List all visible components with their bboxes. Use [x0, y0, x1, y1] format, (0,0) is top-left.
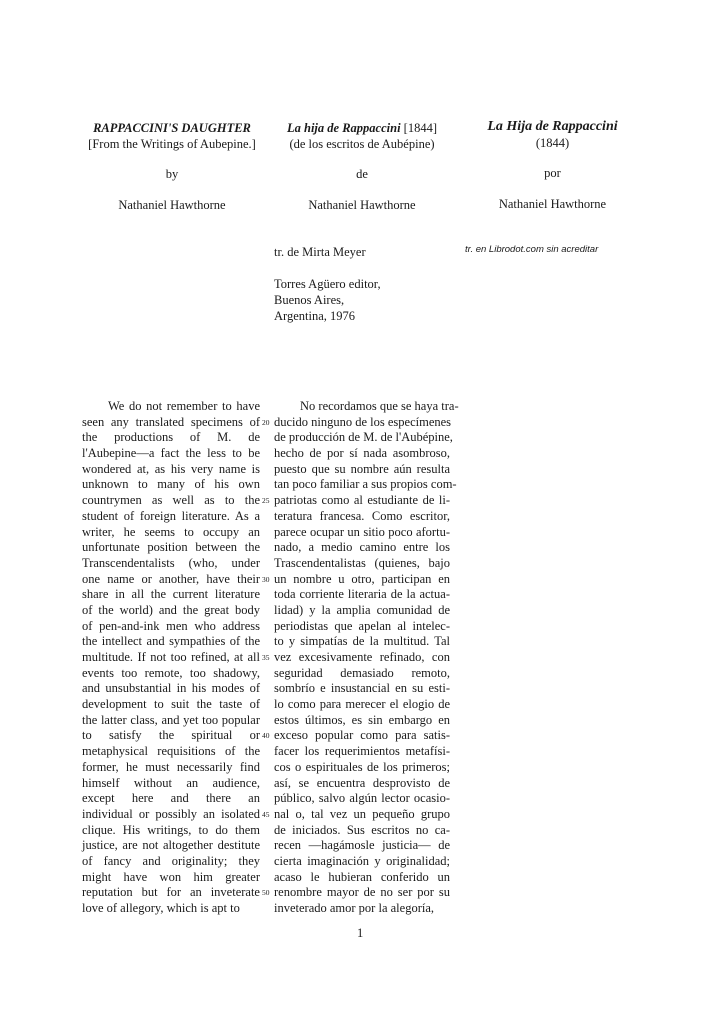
text-line: recen —hagámosle justicia— de [274, 838, 450, 853]
text-line: nado, a medio camino entre los [274, 540, 450, 555]
text-line: to satisfy the spiritual or [82, 728, 260, 743]
text-line: exceso popular como para satis- [274, 728, 450, 743]
publisher-line: Buenos Aires, [274, 293, 345, 307]
text-line: multitude. If not too refined, at all [82, 650, 260, 664]
text-line: to y simpatías de la multitud. Tal [274, 634, 450, 649]
publisher-line: Torres Agüero editor, [274, 277, 381, 291]
text-line: the productions of M. de [82, 430, 260, 445]
header-english [82, 120, 262, 213]
text-line: the intellect and sympathies of the [82, 634, 260, 649]
text-line: inveterado amor por la alegoría, [274, 901, 434, 915]
text-line: toda corriente literaria de la actua- [274, 587, 450, 602]
year-spanish-librodot: (1844) [535, 136, 570, 150]
text-line: No recordamos que se haya tra- [300, 399, 459, 413]
header-spanish-librodot [470, 119, 635, 212]
line-number: 25 [262, 496, 270, 506]
publisher-line: Argentina, 1976 [274, 309, 356, 323]
text-line: Trascendentalistas (quienes, bajo [274, 555, 450, 570]
text-line: estos últimos, es sin embargo en [274, 712, 450, 727]
text-line: puesto que su nombre aún resulta [274, 461, 450, 476]
text-line: hecho de por sí nada asombroso, [274, 446, 450, 461]
text-line: tan poco familiar a sus propios com- [274, 477, 457, 492]
text-line: unfortunate position between the [82, 540, 260, 555]
author-spanish-meyer: Nathaniel Hawthorne [308, 198, 416, 212]
text-line: unknown to many of his own [82, 477, 260, 492]
text-line: sombrío e insustancial en su esti- [274, 681, 450, 696]
text-line: de producción de M. de l'Aubépine, [274, 430, 453, 445]
line-number: 40 [262, 731, 270, 741]
title-spanish-librodot: La Hija de Rappaccini [487, 119, 618, 134]
text-line: events too remote, too shadowy, [82, 665, 260, 680]
by-spanish-librodot: por [544, 166, 561, 180]
text-line: lidad) y la amplia comunidad de [274, 602, 450, 617]
subtitle-english: [From the Writings of Aubepine.] [88, 137, 256, 151]
spanish-text-column [274, 399, 459, 917]
english-text-column [82, 399, 260, 917]
text-line: cierta imaginación y originalidad; [274, 853, 450, 868]
text-line: lo como para merecer el elogio de [274, 697, 450, 712]
page-number: 1 [357, 926, 364, 940]
line-numbers [262, 399, 274, 917]
translator-note-librodot: tr. en Librodot.com sin acreditar [465, 244, 599, 255]
text-line: Transcendentalists (who, under [82, 555, 260, 570]
author-spanish-librodot: Nathaniel Hawthorne [498, 197, 607, 211]
text-line: writer, he seems to occupy an [82, 524, 260, 539]
text-line: and unsubstantial in his modes of [82, 681, 260, 696]
text-line: former, he must necessarily find [82, 759, 260, 774]
text-line: the latter class, and yet too popular [82, 712, 260, 727]
header-spanish-meyer [271, 120, 453, 213]
text-line: nal o, tal vez un pequeño grupo [274, 806, 450, 821]
text-line: periodistas que apelan al intelec- [274, 618, 450, 633]
text-line: We do not remember to have [108, 399, 260, 413]
text-line: cos o espirituales de los primeros; [274, 759, 450, 774]
text-line: might have won him greater [82, 869, 260, 884]
text-line: wondered at, as his very name is [82, 461, 260, 476]
text-line: of the world) and the great body [82, 602, 260, 617]
text-line: one name or another, have their [82, 571, 260, 586]
publisher-info [274, 276, 381, 324]
text-line: himself without an audience, [82, 775, 260, 790]
text-line: facer los requerimientos metafísi- [274, 744, 450, 759]
text-line: público, salvo algún lector ocasio- [274, 791, 450, 806]
line-number: 20 [262, 417, 270, 427]
text-line: countrymen as well as to the [82, 493, 260, 508]
text-line: development to suit the taste of [82, 697, 260, 712]
title-spanish-meyer: La hija de Rappaccini [287, 121, 401, 135]
text-line: patriotas como al estudiante de li- [274, 493, 450, 508]
text-line: vez excesivamente refinado, con [274, 650, 450, 664]
text-line: of fancy and originality; they [82, 853, 260, 868]
title-english: RAPPACCINI'S DAUGHTER [93, 121, 251, 135]
text-line: seguridad demasiado remoto, [274, 665, 450, 680]
text-line: un nombre u otro, participan en [274, 571, 450, 586]
author-english: Nathaniel Hawthorne [118, 198, 226, 212]
text-line: justice, are not altogether destitute [82, 838, 260, 853]
text-line: except here and there an [82, 791, 260, 806]
year-spanish-meyer: [1844] [403, 121, 437, 135]
translator-credit: tr. de Mirta Meyer [274, 245, 366, 259]
by-spanish-meyer: de [356, 167, 368, 181]
text-line: así, se encuentra desprovisto de [274, 775, 450, 790]
text-line: share in all the current literature [82, 587, 260, 602]
text-line: ducido ninguno de los especímenes [274, 414, 452, 429]
text-line: l'Aubepine—a fact the less to be [82, 446, 260, 461]
text-line: acaso le hubieran conferido un [274, 869, 450, 884]
subtitle-spanish-meyer: (de los escritos de Aubépine) [289, 137, 435, 151]
by-english: by [165, 167, 179, 181]
text-line: teratura francesa. Como escritor, [274, 508, 450, 523]
text-line: love of allegory, which is apt to [82, 901, 240, 915]
text-line: clique. His writings, to do them [82, 822, 260, 837]
text-line: metaphysical requisitions of the [82, 744, 260, 759]
line-number: 45 [262, 809, 270, 819]
text-line: de iniciados. Sus escritos no ca- [274, 822, 450, 837]
text-line: seen any translated specimens of [82, 414, 260, 429]
text-line: individual or possibly an isolated [82, 806, 260, 821]
text-line: parece ocupar un sitio poco afortu- [274, 524, 450, 539]
line-number: 50 [262, 888, 270, 898]
line-number: 35 [262, 653, 270, 662]
text-line: renombre mayor de no ser por su [274, 885, 450, 900]
text-line: of pen-and-ink men who address [82, 618, 260, 633]
line-number: 30 [262, 574, 270, 584]
text-line: reputation but for an inveterate [82, 885, 260, 900]
text-line: student of foreign literature. As a [82, 508, 260, 523]
